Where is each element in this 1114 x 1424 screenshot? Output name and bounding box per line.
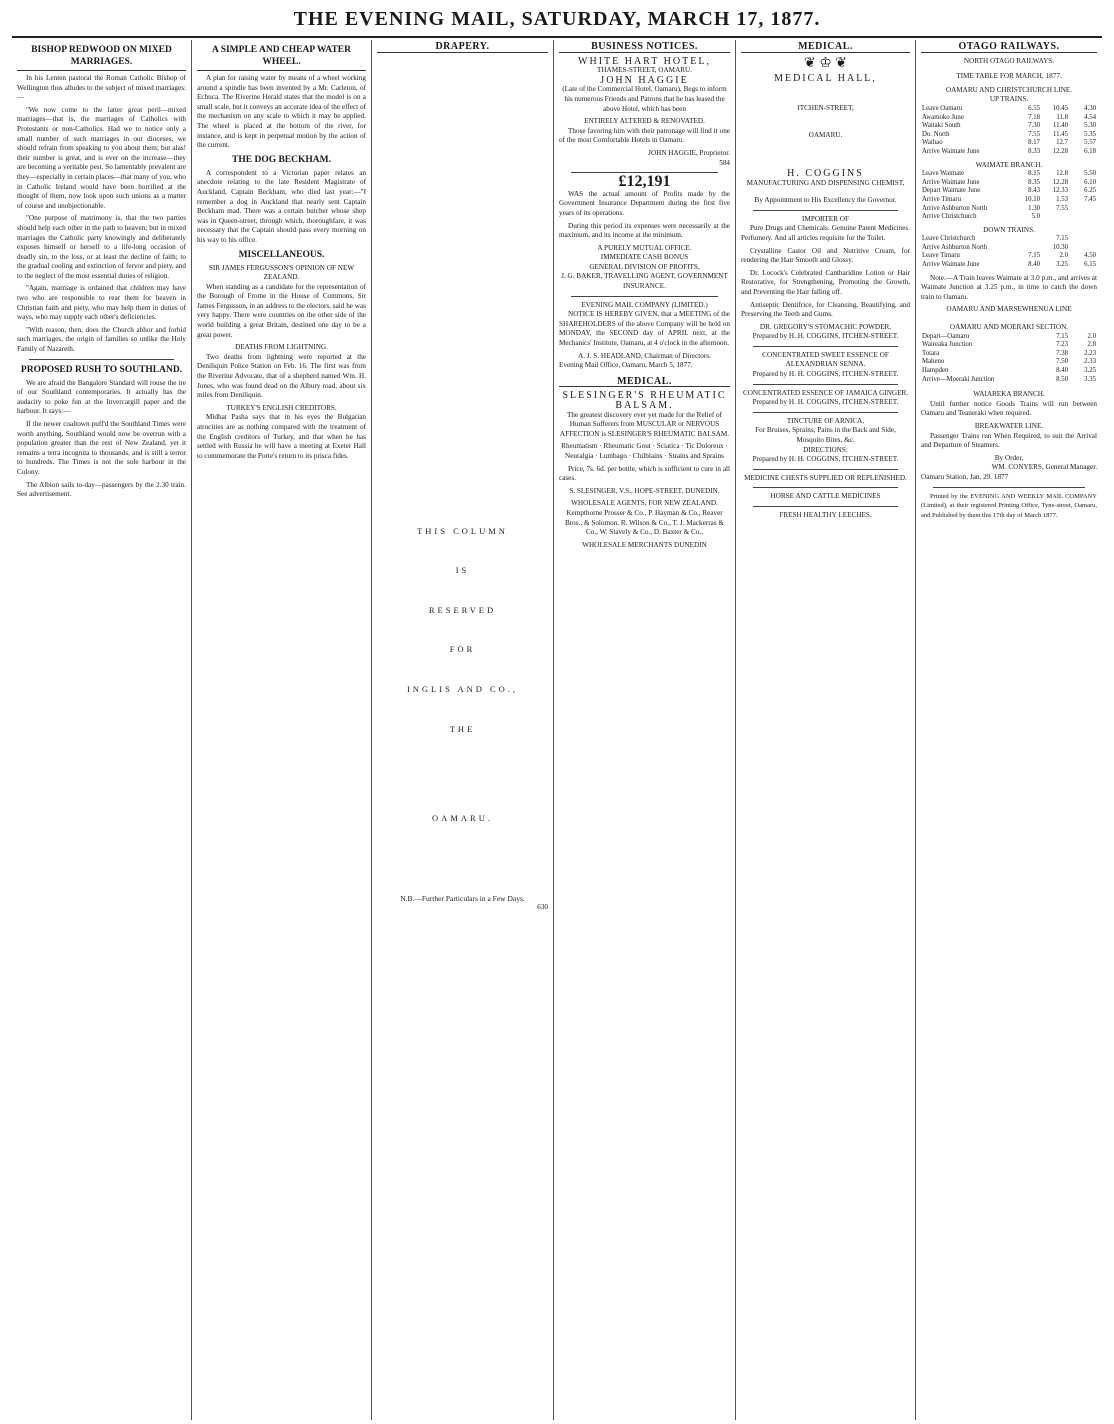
station-cell: Waihao xyxy=(922,139,943,147)
prepared-by: Prepared by H. H. COGGINS, ITCHEN-STREET. xyxy=(752,455,899,464)
time-cell: 8.17 xyxy=(1028,139,1040,147)
time-cell: 7.15 xyxy=(1056,332,1068,340)
time-cell: 12.28 xyxy=(1052,178,1068,186)
timetable-row xyxy=(921,376,1097,385)
time-cell: 7.45 xyxy=(1084,195,1096,203)
reserved-line: INGLIS AND CO., xyxy=(406,683,519,694)
section-title-business: BUSINESS NOTICES. xyxy=(559,42,730,53)
station-cell: Do. North xyxy=(922,130,950,138)
time-cell: 11.45 xyxy=(1052,130,1068,138)
station-cell: Arrive Timaru xyxy=(922,195,962,203)
company-notice: NOTICE IS HEREBY GIVEN, that a MEETING of the SHAREHOLDERS of the above Company will be held on MONDAY, the SECOND day of APRIL next, at the Mechanics' Institute, Oamaru, at 4 o'clock in the afternoon. xyxy=(559,310,730,348)
column-5-medical xyxy=(736,40,916,1420)
street: ITCHEN-STREET, xyxy=(797,103,854,112)
article-title-southland: PROPOSED RUSH TO SOUTHLAND. xyxy=(20,364,183,375)
time-cell: 6.25 xyxy=(1084,187,1096,195)
station-cell: Waitaki South xyxy=(922,122,961,130)
section-title-misc: MISCELLANEOUS. xyxy=(238,249,325,260)
time-cell: 2.8 xyxy=(1087,341,1096,349)
timetable-up xyxy=(921,105,1097,157)
product-text: Dr. Locock's Celebrated Cantharidine Lotion or Hair Restorative, for Strengthening, Promoting the Growth, and Preventing the Hair falling off. xyxy=(741,268,910,296)
time-cell: 4.50 xyxy=(1084,252,1096,260)
timetable-row xyxy=(921,205,1097,214)
divider xyxy=(753,506,898,507)
signature: WM. CONYERS, General Manager. xyxy=(991,463,1097,472)
reserved-line: THE xyxy=(449,723,476,734)
hotel-renovated: ENTIRELY ALTERED & RENOVATED. xyxy=(584,117,705,126)
company-signature: A. J. S. HEADLAND, Chairman of Directors. xyxy=(578,351,711,360)
timetable-row xyxy=(921,252,1097,261)
timetable-waimate xyxy=(921,170,1097,222)
timetable-row xyxy=(921,341,1097,350)
time-cell: 6.15 xyxy=(1084,261,1096,269)
time-cell: 3.25 xyxy=(1056,261,1068,269)
column-1 xyxy=(12,40,192,1420)
product-text: Crystalline Castor Oil and Nutritive Cream, for rendering the Hair Smooth and Glossy. xyxy=(741,246,910,265)
hotel-address: THAMES-STREET, OAMARU. xyxy=(596,66,693,75)
column-6-railways xyxy=(916,40,1102,1420)
article-paragraph: A correspondent to a Victorian paper relates an anecdote relating to the late Resident Magistrate of Auckland, Captain Beckham, who died last year:—"I remember a dog in Auckland that nearly sent Captain Beckham mad. There was a certain butcher whose shop was in Queen-street, through which, thoroughfare, it was necessary that the Captain should pass every morning on his way to his office. xyxy=(197,168,366,244)
timetable-row xyxy=(921,148,1097,157)
time-cell: 7.18 xyxy=(1028,113,1040,121)
time-cell: 8.40 xyxy=(1028,261,1040,269)
station-cell: Depart—Oamaru xyxy=(922,332,970,340)
drapery-footer: N.B.—Further Particulars in a Few Days. xyxy=(400,893,525,903)
line-title: OAMARU AND MOERAKI SECTION. xyxy=(949,323,1069,332)
station-cell: Leave Waimate xyxy=(922,170,965,178)
railways-sub: NORTH OTAGO RAILWAYS. xyxy=(963,56,1055,65)
timetable-row xyxy=(921,105,1097,114)
article-paragraph: "With reason, then, does the Church abhor and forbid such marriages, the origin of families so unlike the Holy Family of Nazareth. xyxy=(17,325,186,354)
timetable-row xyxy=(921,235,1097,244)
timetable-row xyxy=(921,179,1097,188)
time-cell xyxy=(1013,235,1041,244)
time-cell: 11.40 xyxy=(1052,122,1068,130)
column-3-drapery xyxy=(372,40,554,1420)
timetable-row xyxy=(921,333,1097,342)
article-paragraph: If the newer coaltown puff'd the Southland Times were worth anything, Southland would now be overrun with a population greater than the rest of New Zealand, yet it remains a terra incognita to thousands, and is still a terror to hundreds. The Times is not the sole harbour in the Colony. xyxy=(17,420,186,476)
article-paragraph: We are afraid the Bangalore Standard will rouse the ire of our Southland contemporaries. It actually has the audacity to poke fun at the Invercargill paper and the harbour. It says:— xyxy=(17,378,186,416)
royal-crest-icon: ❦ ♔ ❦ xyxy=(803,55,847,71)
time-cell: 1.53 xyxy=(1056,195,1068,203)
column-2 xyxy=(192,40,372,1420)
timetable-row xyxy=(921,139,1097,148)
company-title: EVENING MAIL COMPANY (LIMITED.) xyxy=(581,300,708,309)
station-cell: Arrive Ashburton North xyxy=(922,204,988,212)
article-paragraph: In his Lenten pastoral the Roman Catholic Bishop of Wellington thus alludes to the subject of mixed marriages:— xyxy=(17,74,186,102)
time-cell xyxy=(1069,205,1097,214)
time-cell: 6.55 xyxy=(1028,104,1040,112)
reserved-line: OAMARU. xyxy=(432,813,493,824)
timetable-row xyxy=(921,187,1097,196)
reserved-line: THIS COLUMN xyxy=(417,525,508,536)
time-cell: 8.35 xyxy=(1028,178,1040,186)
time-cell: 8.15 xyxy=(1028,170,1040,178)
slesinger-title: SLESINGER'S RHEUMATIC BALSAM. xyxy=(562,390,727,411)
time-cell: 8.33 xyxy=(1028,147,1040,155)
article-paragraph: "We now come to the latter great peril—mixed marriages—that is, the marriages of Catholics with Protestants or non-Catholics. Had we to notice only a small number of such marriages in our dioceses, we should refrain from speaking to you about them; but alas! their number is great, and is ever on the increase—they are becoming a veritable pest. So lamentably prevalent are they—especially in certain places—that many of you, who in Catholic Ireland would have been horrified at the thought of them, now look upon such unions as a matter of course and unobjectionable. xyxy=(17,105,186,210)
station-cell: Arrive Waimate June xyxy=(922,147,980,155)
station-cell: Leave Christchurch xyxy=(922,235,976,243)
time-cell: 10.10 xyxy=(1024,195,1040,203)
time-cell: 4.30 xyxy=(1084,104,1096,112)
time-cell: 7.15 xyxy=(1028,252,1040,260)
station-cell: Awamoko June xyxy=(922,113,964,121)
section-title-medical: MEDICAL. xyxy=(741,42,910,53)
time-cell: 8.43 xyxy=(1028,187,1040,195)
masthead: THE EVENING MAIL, SATURDAY, MARCH 17, 1877. xyxy=(293,8,821,30)
senna-title: CONCENTRATED SWEET ESSENCE OF ALEXANDRIAN SENNA. xyxy=(762,350,889,369)
divider xyxy=(753,412,898,413)
appointment: By Appointment to His Excellency the Governor. xyxy=(754,196,897,205)
chests: MEDICINE CHESTS SUPPLIED OR REPLENISHED. xyxy=(744,473,907,482)
ad-number: 630 xyxy=(537,903,548,912)
arnica-title: TINCTURE OF ARNICA, xyxy=(786,416,865,425)
time-cell: 5.30 xyxy=(1084,122,1096,130)
section-title-drapery: DRAPERY. xyxy=(377,42,548,53)
time-cell: 6.10 xyxy=(1084,178,1096,186)
time-cell: 8.40 xyxy=(1056,367,1068,374)
time-cell: 7.50 xyxy=(1056,358,1068,366)
station-cell: Waireaka Junction xyxy=(922,341,973,349)
insurance-highlight: GENERAL DIVISION OF PROFITS, xyxy=(589,262,700,271)
time-cell: 5.57 xyxy=(1084,139,1096,147)
time-cell: 7.55 xyxy=(1028,130,1040,138)
divider xyxy=(933,487,1085,488)
leeches: FRESH HEALTHY LEECHES. xyxy=(779,511,872,519)
section-title-railways: OTAGO RAILWAYS. xyxy=(921,42,1097,53)
station-cell: Arrive Waimate June xyxy=(922,261,980,269)
divider xyxy=(753,210,898,211)
timetable-row xyxy=(921,350,1097,359)
time-cell: 10.45 xyxy=(1052,104,1068,112)
line-title: OAMARU AND MARSEWHENUA LINE xyxy=(946,305,1072,314)
product-text: Antiseptic Dentifrice, for Cleansing, Beautifying, and Preserving the Teeth and Gums. xyxy=(741,300,910,319)
insurance-highlight: A PURELY MUTUAL OFFICE. xyxy=(597,243,692,252)
time-cell xyxy=(1013,244,1041,253)
time-cell: 11.8 xyxy=(1056,113,1068,121)
ad-number: 584 xyxy=(719,158,730,167)
time-cell: 2.0 xyxy=(1087,332,1096,340)
prepared-by: Prepared by H. H. COGGINS, ITCHEN-STREET. xyxy=(752,332,899,341)
gregory-title: DR. GREGORY'S STOMACHIC POWDER, xyxy=(759,322,892,331)
article-title-dog: THE DOG BECKHAM. xyxy=(232,154,331,165)
medical-hall: MEDICAL HALL, xyxy=(774,73,877,85)
station-cell: Arrive Christchurch xyxy=(922,213,977,221)
subheading: SIR JAMES FERGUSSON'S OPINION OF NEW ZEALAND. xyxy=(208,263,355,282)
insurance-amount: £12,191 xyxy=(618,173,671,191)
time-cell: 7.55 xyxy=(1056,204,1068,212)
railway-note: Passenger Trains run When Required, to suit the Arrival and Departure of Steamers. xyxy=(921,431,1097,450)
timetable-moeraki xyxy=(921,333,1097,385)
hotel-owner: JOHN HAGGIE xyxy=(600,74,689,86)
coggins-name: H. COGGINS xyxy=(787,167,864,179)
railway-note: Note.—A Train leaves Waimate at 3.0 p.m., and arrives at Waimate Junction at 3.25 p.m., in time to catch the down train to Oamaru. xyxy=(921,273,1097,301)
subheading: DEATHS FROM LIGHTNING. xyxy=(235,343,328,352)
timetable-down xyxy=(921,235,1097,269)
article-title-bishop: BISHOP REDWOOD ON MIXED MARRIAGES. xyxy=(17,44,186,71)
article-paragraph: When standing as a candidate for the representation of the Borough of Frome in the House of Commons, Sir James Fergusson, in an address to the electors, said he was very happy. There were countries on the other side of the world building a great Britain, destined one day to be a great power. xyxy=(197,282,366,339)
arnica-sub: For Bruises, Sprains, Pains in the Back and Side, Mosquito Bites, &c. xyxy=(755,426,896,445)
hotel-name: WHITE HART HOTEL, xyxy=(578,55,711,67)
printer-imprint: Printed by the EVENING AND WEEKLY MAIL COMPANY (Limited), at their registered Printing Office, Tyne-street, Oamaru, and Published by them this 17th day of March 1877. xyxy=(921,492,1097,519)
timetable-row xyxy=(921,196,1097,205)
reserved-line: FOR xyxy=(449,644,476,655)
divider xyxy=(753,487,898,488)
article-paragraph: A plan for raising water by means of a wheel working around a spindle has been invented by a Mr. Carleton, of Echuca. The Riverine Herald states that the model is on a small scale, but it conveys an accurate idea of the effect of the mechanism on any scale to which it may be applied. The wheel is placed at the bottom of the river, for instance, and is kept in perpetual motion by the action of the current. xyxy=(197,74,366,150)
insurance-text: WAS the actual amount of Profits made by the Government Insurance Department during the first five years of its operations. xyxy=(559,189,730,217)
up-trains: UP TRAINS. xyxy=(989,95,1029,104)
ginger-title: CONCENTRATED ESSENCE OF JAMAICA GINGER. xyxy=(742,388,909,397)
insurance-signature: J. G. BAKER, TRAVELLING AGENT, GOVERNMENT INSURANCE. xyxy=(561,272,728,291)
line-title: OAMARU AND CHRISTCHURCH LINE. xyxy=(945,85,1073,94)
time-cell: 8.50 xyxy=(1056,375,1068,383)
waiareka-branch: WAIAREKA BRANCH. xyxy=(973,390,1045,399)
station-cell: Leave Timaru xyxy=(922,252,960,260)
slesinger-text: The greatest discovery ever yet made for the Relief of Human Sufferers from MUSCULAR or NERVOUS AFFECTION is SLESINGER'S RHEUMATIC BALSAM. xyxy=(559,410,730,438)
time-cell: 2.33 xyxy=(1084,358,1096,366)
time-cell: 6.18 xyxy=(1084,147,1096,155)
insurance-text: During this period its expenses were necessarily at the maximum, and its income at the minimum. xyxy=(559,221,730,240)
station-date: Oamaru Station, Jan. 29. 1877 xyxy=(921,472,1009,481)
time-cell xyxy=(1069,244,1097,253)
time-cell: 4.54 xyxy=(1084,113,1096,121)
timetable-row xyxy=(921,131,1097,140)
prepared-by: Prepared by H. H. COGGINS, ITCHEN-STREET. xyxy=(752,398,899,407)
company-date: Evening Mail Office, Oamaru, March 5, 1877. xyxy=(559,361,693,370)
slesinger-list: Rheumatism · Rheumatic Gout · Sciatica · Tic Doloreux · Neuralgia · Lumbago · Chilblains · Strains and Sprains xyxy=(561,442,728,460)
divider xyxy=(29,359,174,360)
station-cell: Hampden xyxy=(922,367,949,374)
station-cell: Leave Oamaru xyxy=(922,104,963,112)
hotel-signature: JOHN HAGGIE, Proprietor. xyxy=(648,148,730,157)
article-title-waterwheel: A SIMPLE AND CHEAP WATER WHEEL. xyxy=(197,44,366,71)
reserved-line: IS xyxy=(455,565,470,576)
time-cell: 2.23 xyxy=(1084,349,1096,357)
timetable-row xyxy=(921,358,1097,367)
divider xyxy=(753,384,898,385)
time-cell: 10.30 xyxy=(1052,243,1068,251)
timetable-row xyxy=(921,367,1097,376)
order: By Order, xyxy=(994,453,1024,462)
down-trains: DOWN TRAINS. xyxy=(983,225,1035,234)
subheading: TURKEY'S ENGLISH CREDITORS. xyxy=(226,403,337,412)
reserved-line: RESERVED xyxy=(428,604,497,615)
time-cell: 12.7 xyxy=(1056,139,1068,147)
time-cell: 12.28 xyxy=(1052,147,1068,155)
time-cell xyxy=(1069,213,1097,222)
railway-note: Until further notice Goods Trains will run between Oamaru and Teaneraki when required. xyxy=(921,399,1097,418)
station-cell: Maheno xyxy=(922,358,945,366)
time-cell: 12.8 xyxy=(1056,170,1068,178)
time-cell: 7.30 xyxy=(1028,122,1040,130)
article-paragraph: Midhat Pasha says that in his eyes the Bulgarian atrocities are as nothing compared with the treatment of the English creditors of Turkey, and that when he has settled with Russia he will have a meeting at Exeter Hall to commemorate the Porte's return to its prisca fides. xyxy=(197,413,366,460)
timetable-row xyxy=(921,261,1097,270)
timetable-row xyxy=(921,170,1097,179)
drugs-text: Pure Drugs and Chemicals. Genuine Patent Medicines. Perfumery. And all articles requisite for the Toilet. xyxy=(741,224,910,242)
slesinger-price: Price, 7s. 6d. per bottle, which is sufficient to cure in all cases. xyxy=(559,464,730,483)
time-cell: 7.38 xyxy=(1056,349,1068,357)
article-paragraph: "One purpose of matrimony is, that the two parties should help each other in the path to heaven; but in mixed marriages the Catholic party knowingly and deliberately exposes himself or herself to a life-long occasion of deadly sin, to the loss, or at least the decline of faith; to the gradual cooling and extinction of fervor and piety, and to the neglect of the most essential duties of religion. xyxy=(17,214,186,280)
time-cell: 1.30 xyxy=(1028,204,1040,212)
horse-medicines: HORSE AND CATTLE MEDICINES xyxy=(770,492,881,501)
agents-title: WHOLESALE AGENTS, FOR NEW ZEALAND. xyxy=(571,499,718,508)
divider xyxy=(753,469,898,470)
timetable-row xyxy=(921,244,1097,253)
time-cell: 3.25 xyxy=(1084,367,1096,374)
time-cell: 2.0 xyxy=(1059,252,1068,260)
time-cell: 3.35 xyxy=(1084,375,1096,383)
hotel-text: (Late of the Commercial Hotel, Oamaru), Begs to inform his numerous Friends and Patrons that he has leased the above Hotel, which has been xyxy=(562,85,727,113)
timetable-title: TIME TABLE FOR MARCH, 1877. xyxy=(956,72,1062,81)
time-cell: 7.15 xyxy=(1056,235,1068,243)
time-cell xyxy=(1069,235,1097,244)
time-cell: 12.33 xyxy=(1052,187,1068,195)
divider xyxy=(571,296,718,297)
time-cell: 5.0 xyxy=(1031,213,1040,221)
article-paragraph: "Again, marriage is ordained that children may have two who are responsible to rear them for heaven in Christian faith and piety, who may help them in duties of ways, who may supply each other's deficiencies. xyxy=(17,284,186,322)
time-cell: 5.35 xyxy=(1084,130,1096,138)
town: OAMARU. xyxy=(808,131,843,140)
waimate-branch: WAIMATE BRANCH. xyxy=(975,160,1043,169)
station-cell: Arrive Waimate June xyxy=(922,178,980,186)
chemist-title: MANUFACTURING AND DISPENSING CHEMIST, xyxy=(746,178,905,187)
divider xyxy=(753,346,898,347)
masthead-rule xyxy=(12,36,1102,38)
station-cell: Depart Waimate June xyxy=(922,187,981,195)
insurance-highlight: IMMEDIATE CASH BONUS xyxy=(600,253,689,262)
breakwater-line: BREAKWATER LINE. xyxy=(974,421,1044,430)
importer: IMPORTER OF xyxy=(802,214,849,223)
time-cell xyxy=(1041,213,1069,222)
prepared-by: Prepared by H. H. COGGINS, ITCHEN-STREET. xyxy=(752,370,899,379)
column-4-business xyxy=(554,40,736,1420)
section-title-medical: MEDICAL. xyxy=(559,377,730,388)
timetable-row xyxy=(921,122,1097,131)
directions: DIRECTIONS: xyxy=(803,445,848,454)
article-paragraph: The Albion sails to-day—passengers by the 2.30 train. See advertisement. xyxy=(17,480,186,499)
time-cell: 7.23 xyxy=(1056,341,1068,349)
station-cell: Arrive Ashburton North xyxy=(922,243,988,251)
slesinger-signature: S. SLESINGER, V.S., HOPE-STREET, DUNEDIN. xyxy=(569,486,720,495)
station-cell: Arrive—Moeraki Junction xyxy=(922,375,995,383)
time-cell: 5.50 xyxy=(1084,170,1096,178)
agents-list: Kempthorne Prosser & Co., P. Hayman & Co., Reaver Bros., & Solomon. R. Wilson & Co., T. J. Mackerras & Co., W. Stavely & Co., D. Baxter & Co., xyxy=(564,508,725,537)
agents-footer: WHOLESALE MERCHANTS DUNEDIN xyxy=(582,540,707,549)
hotel-text: Those favoring him with their patronage will find it one of the most Comfortable Hotels in Oamaru. xyxy=(559,126,730,145)
article-paragraph: Two deaths from lightning were reported at the Deniliquin Police Station on Feb. 16. The first was from the Riverine Advocate, that of a shepherd named Wm. H. Jones, who was found dead on the Albury road, about six miles from Deniliquin. xyxy=(197,352,366,400)
timetable-row xyxy=(921,114,1097,123)
timetable-row xyxy=(921,213,1097,222)
station-cell: Totara xyxy=(922,349,940,357)
